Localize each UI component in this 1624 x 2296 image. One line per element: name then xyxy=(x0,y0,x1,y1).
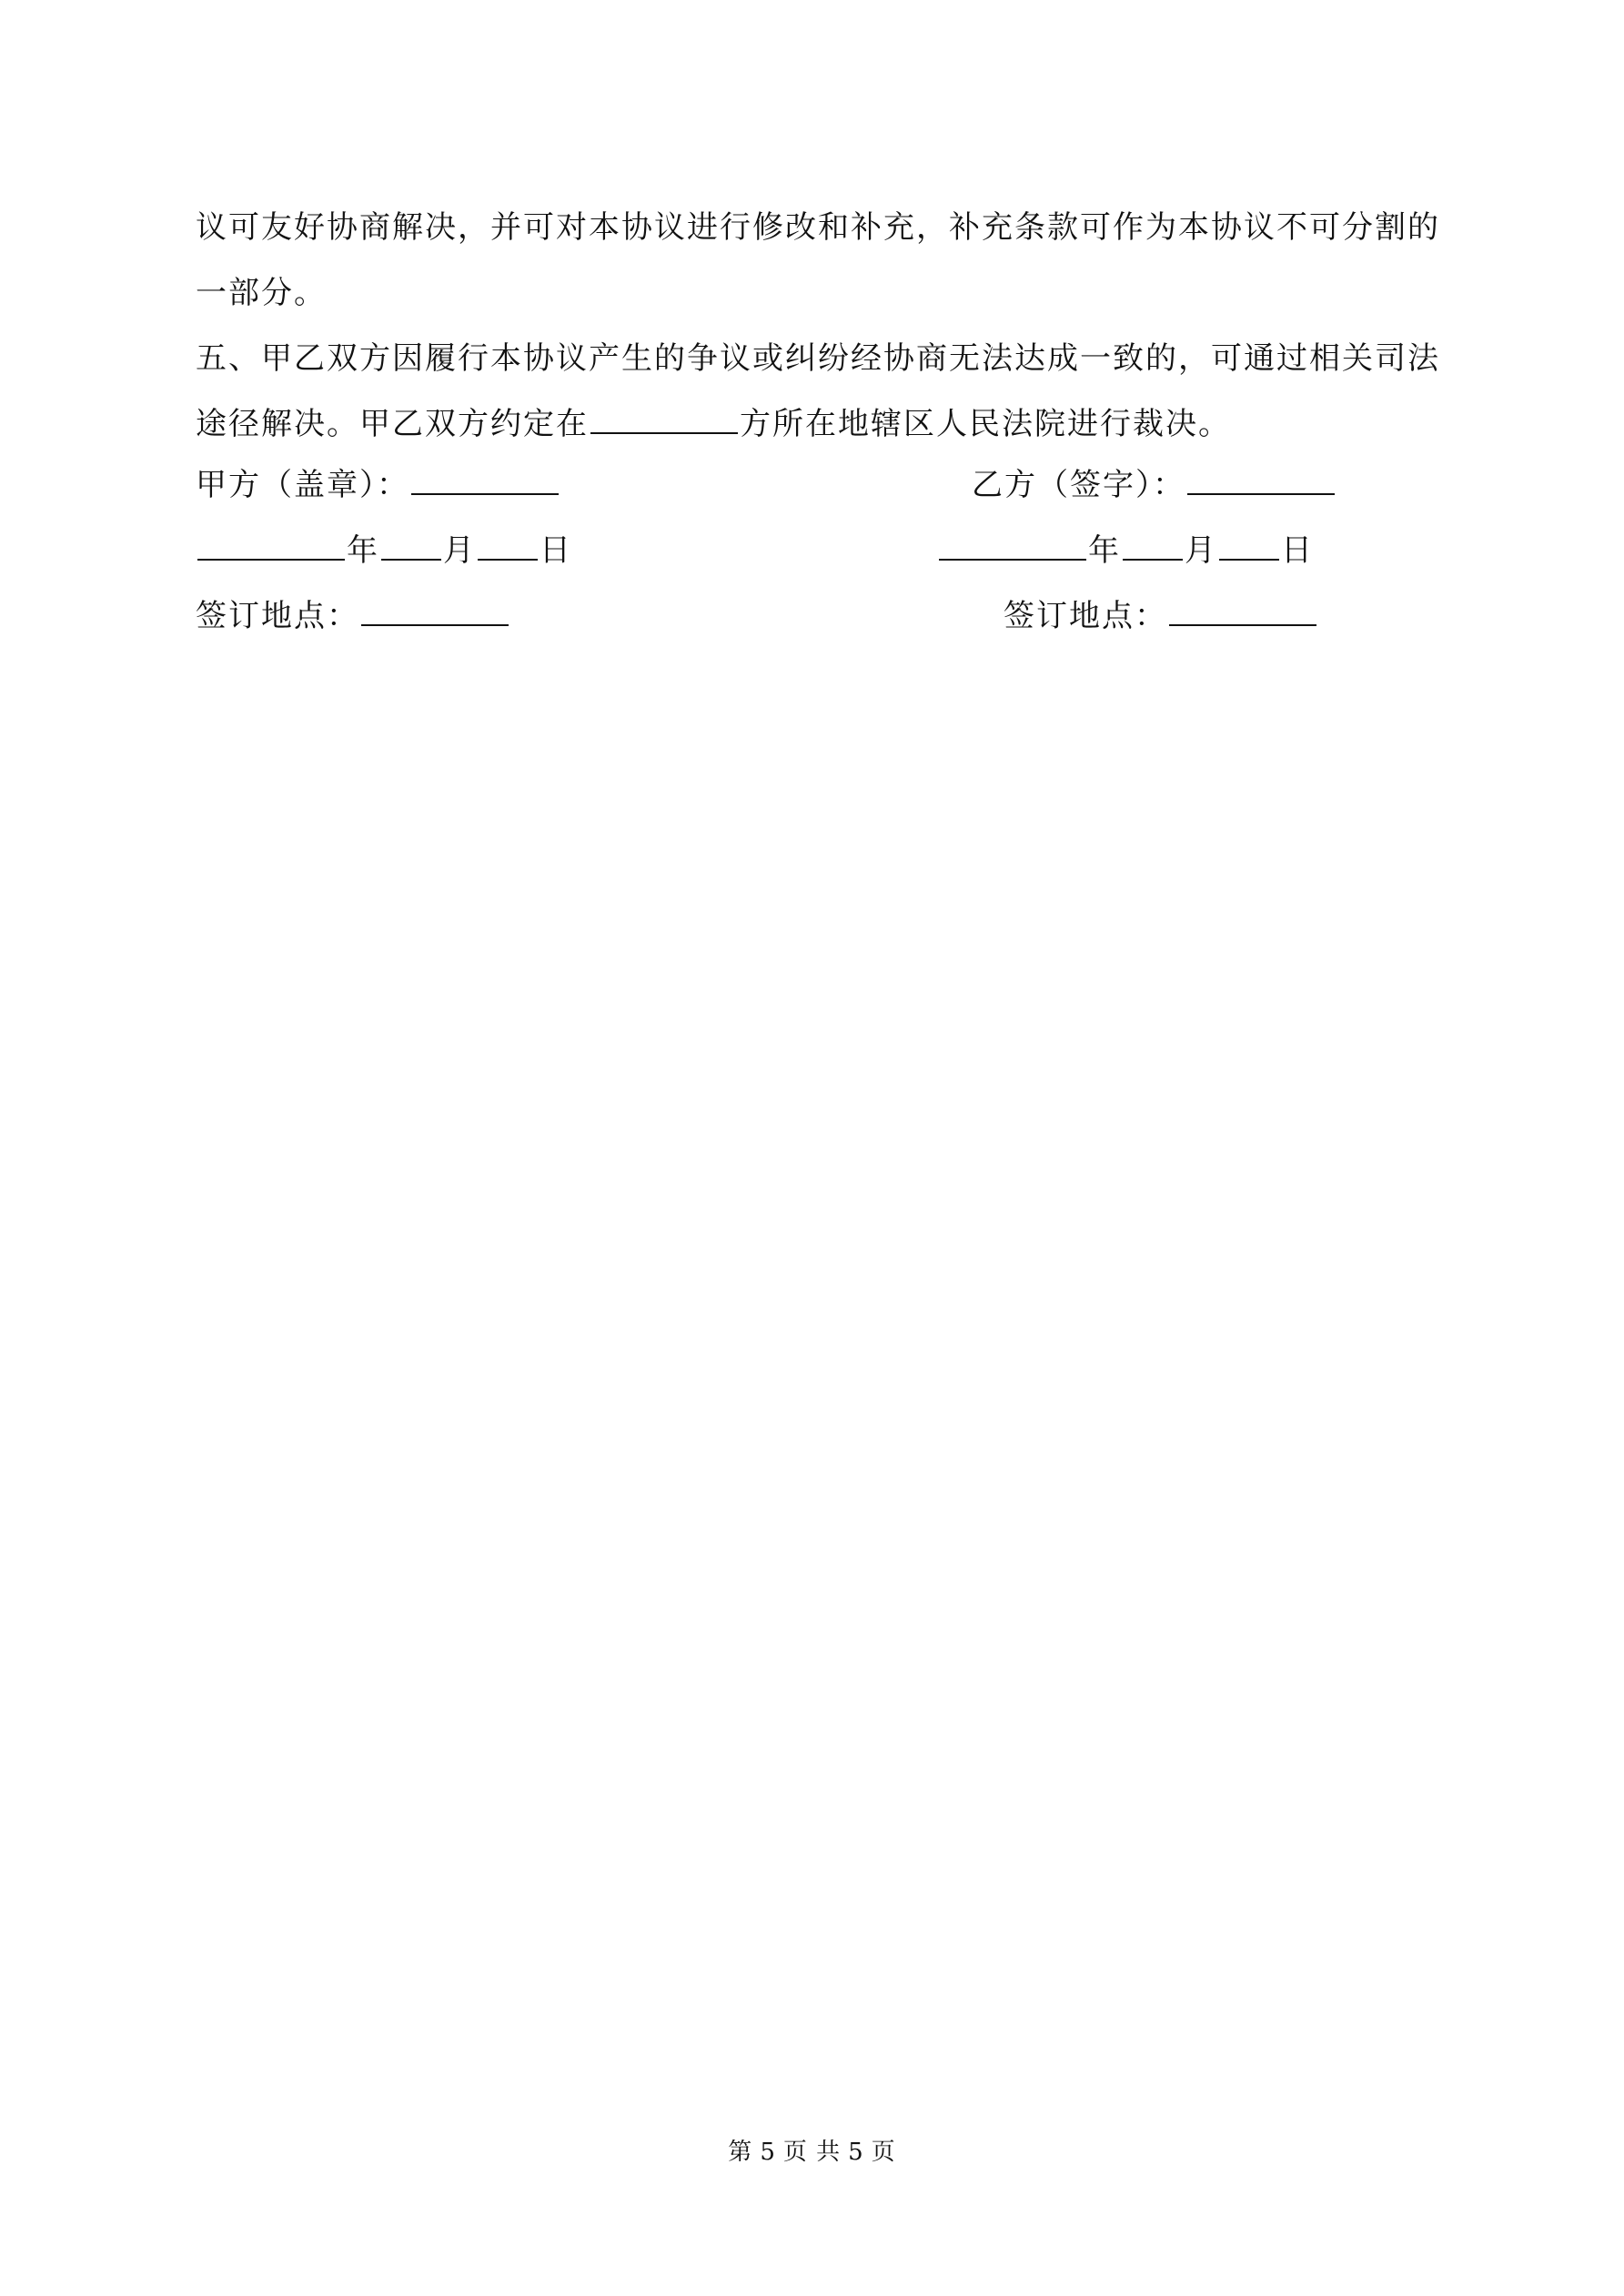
party-b-label: 乙方（签字）： xyxy=(972,467,1185,503)
page-footer xyxy=(0,2133,1624,2167)
party-a-place-label: 签订地点： xyxy=(196,598,359,634)
party-a-day-label: 日 xyxy=(540,532,572,569)
footer-suffix: 页 xyxy=(871,2139,896,2166)
party-b-place-blank xyxy=(1169,597,1316,626)
footer-prefix: 第 xyxy=(728,2139,753,2166)
party-a-signature-line xyxy=(196,466,560,503)
party-b-month-label: 月 xyxy=(1185,532,1217,569)
paragraph-4-line-2: 一部分。 xyxy=(196,275,327,311)
party-b-date-line xyxy=(937,531,1314,569)
court-party-blank xyxy=(590,405,738,434)
paragraph-5-line-2-before: 途径解决。甲乙双方约定在 xyxy=(196,406,589,442)
party-b-signature-blank xyxy=(1187,466,1335,495)
party-a-date-line xyxy=(196,531,572,569)
paragraph-5-line-2 xyxy=(196,391,1451,457)
party-a-place-blank xyxy=(361,597,509,626)
party-a-place-line xyxy=(196,597,510,634)
party-a-month-blank xyxy=(381,531,441,561)
party-b-year-blank xyxy=(939,531,1086,561)
party-a-year-label: 年 xyxy=(347,532,379,569)
footer-middle: 页 共 xyxy=(782,2139,842,2166)
paragraph-5-line-2-after: 方所在地辖区人民法院进行裁决。 xyxy=(740,406,1231,442)
party-a-label: 甲方（盖章）： xyxy=(196,467,409,503)
party-a-day-blank xyxy=(478,531,538,561)
party-b-signature-line xyxy=(972,466,1337,503)
footer-page-number: 5 xyxy=(760,2139,776,2166)
party-b-place-label: 签订地点： xyxy=(1004,598,1167,634)
party-b-year-label: 年 xyxy=(1088,532,1121,569)
party-b-day-label: 日 xyxy=(1281,532,1314,569)
paragraph-4-line-1: 议可友好协商解决，并可对本协议进行修改和补充，补充条款可作为本协议不可分割的 xyxy=(196,209,1440,246)
party-a-year-blank xyxy=(197,531,345,561)
party-a-month-label: 月 xyxy=(443,532,476,569)
paragraph-5-line-1: 五、甲乙双方因履行本协议产生的争议或纠纷经协商无法达成一致的，可通过相关司法 xyxy=(196,340,1440,377)
party-b-day-blank xyxy=(1219,531,1279,561)
party-a-signature-blank xyxy=(411,466,559,495)
party-b-month-blank xyxy=(1123,531,1183,561)
party-b-place-line xyxy=(1004,597,1318,634)
footer-total-pages: 5 xyxy=(848,2139,864,2166)
